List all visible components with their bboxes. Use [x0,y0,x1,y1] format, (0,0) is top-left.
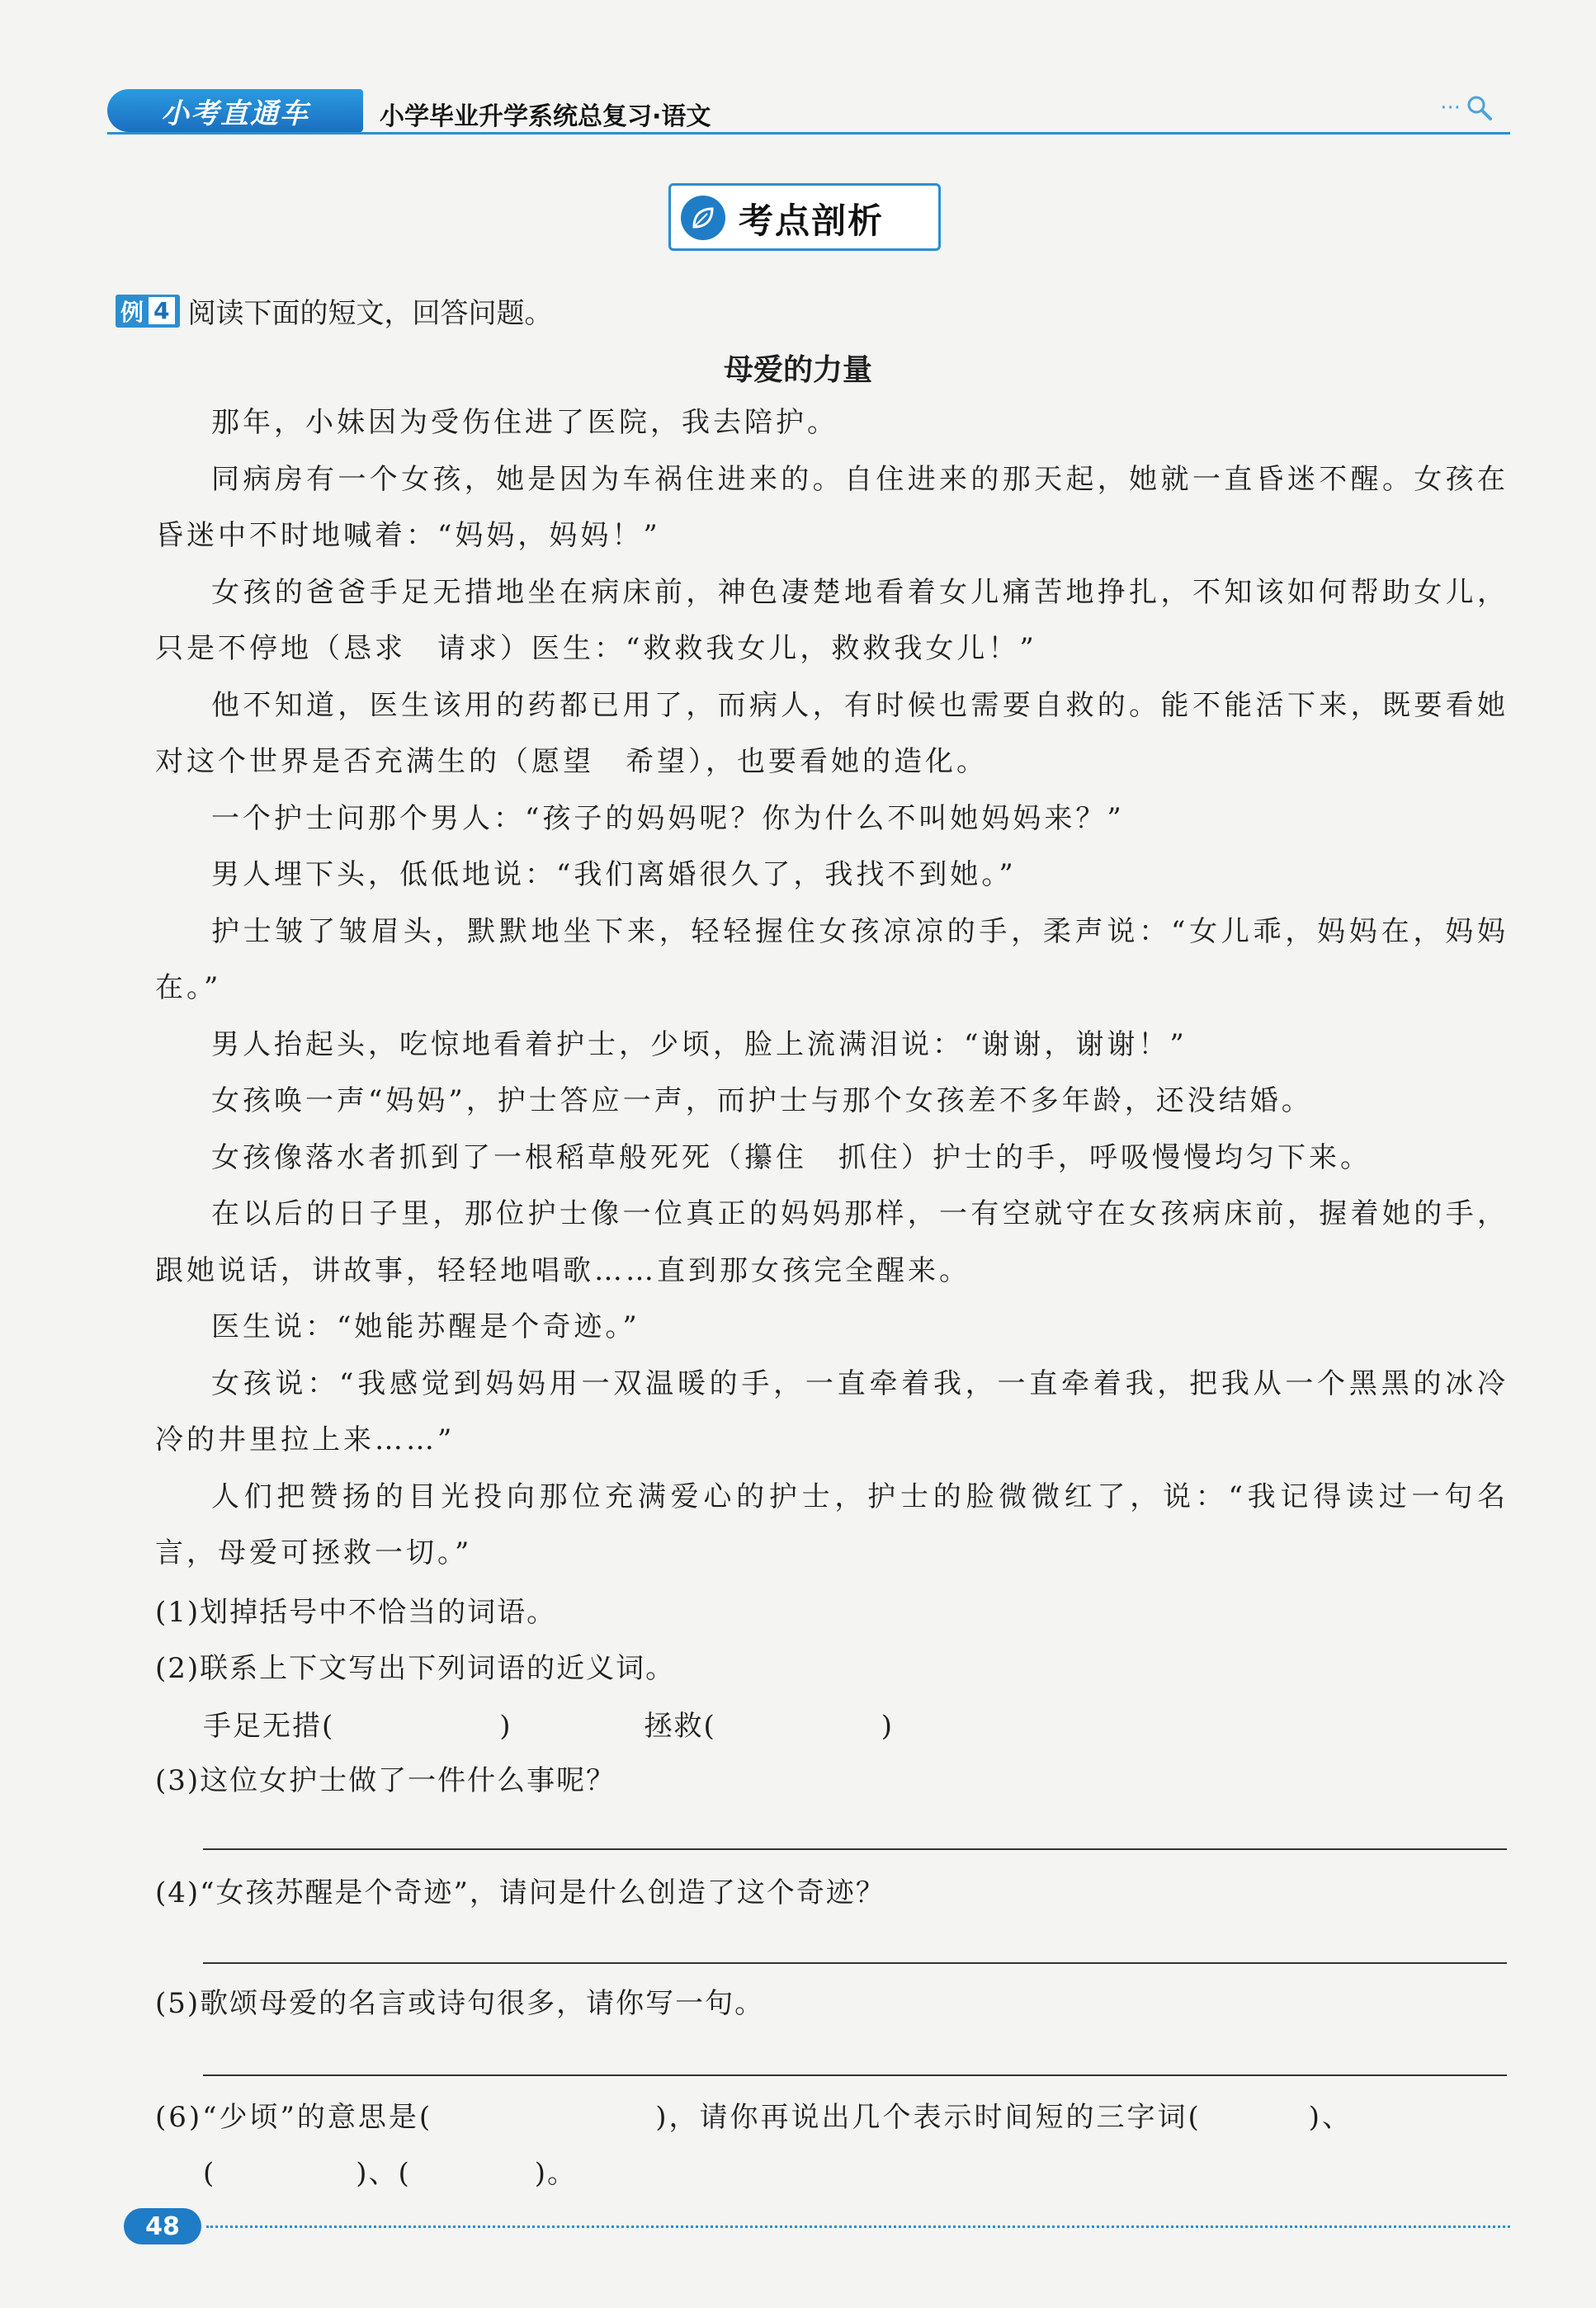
series-logo [107,89,363,132]
example-label: 例 [120,298,144,326]
page-number: 48 [124,2208,201,2244]
passage-body [155,394,1509,1582]
magnifier-icon [1466,94,1494,122]
answer-line[interactable] [203,1962,1507,1964]
q2-word-1: 手足无措( [203,1710,335,1743]
logo-text: 小考直通车 [161,97,309,130]
section-title: 考点剖析 [739,201,885,241]
q6-part-f: )。 [534,2157,578,2190]
example-tag [116,295,180,328]
dots-icon: ··· [1440,96,1461,120]
paragraph: 一个护士问那个男人：“孩子的妈妈呢？你为什么不叫她妈妈来？” [211,801,1125,835]
question-2: (2)联系上下文写出下列词语的近义词。 [155,1652,676,1685]
leaf-icon [681,196,725,240]
paragraph: 女孩唤一声“妈妈”，护士答应一声，而护士与那个女孩差不多年龄，还没结婚。 [211,1084,1313,1117]
answer-line[interactable] [203,2074,1507,2076]
page-header [107,89,1510,135]
q2-word-2: 拯救( [644,1710,716,1743]
q6-part-b: )，请你再说出几个表示时间短的三字词( [655,2101,1202,2134]
paragraph: 人们把赞扬的目光投向那位充满爱心的护士，护士的脸微微红了，说：“我记得读过一句名言，母爱可拯救一切。” [155,1480,1509,1569]
paragraph: 女孩像落水者抓到了一根稻草般死死（攥住 抓住）护士的手，呼吸慢慢均匀下来。 [211,1140,1372,1174]
paragraph: 那年，小妹因为受伤住进了医院，我去陪护。 [211,406,838,439]
paragraph: 女孩的爸爸手足无措地坐在病床前，神色凄楚地看着女儿痛苦地挣扎，不知该如何帮助女儿，只是不停地（恳求 请求）医生：“救救我女儿，救救我女儿！” [155,575,1509,665]
question-6-cont [203,2150,1556,2191]
paragraph: 女孩说：“我感觉到妈妈用一双温暖的手，一直牵着我，一直牵着我，把我从一个黑黑的冰冷冷的井里拉上来……” [155,1366,1509,1456]
section-badge [668,183,941,251]
q6-part-e: )、( [356,2157,411,2190]
paragraph: 男人抬起头，吃惊地看着护士，少顷，脸上流满泪说：“谢谢，谢谢！” [211,1027,1188,1061]
question-4: (4)“女孩苏醒是个奇迹”，请问是什么创造了这个奇迹？ [155,1876,885,1909]
q6-part-c: )、 [1308,2101,1353,2134]
close-paren: ) [499,1710,512,1743]
close-paren: ) [881,1710,895,1743]
paragraph: 医生说：“她能苏醒是个奇迹。” [211,1310,640,1343]
paragraph: 在以后的日子里，那位护士像一位真正的妈妈那样，一有空就守在女孩病床前，握着她的手，跟她说话，讲故事，轻轻地唱歌……直到那女孩完全醒来。 [155,1197,1509,1287]
question-6 [155,2094,1509,2135]
q6-part-a: (6)“少顷”的意思是( [155,2101,433,2134]
q6-part-d: ( [203,2157,216,2190]
paragraph: 护士皱了皱眉头，默默地坐下来，轻轻握住女孩凉凉的手，柔声说：“女儿乖，妈妈在，妈妈在。” [155,914,1509,1004]
question-3: (3)这位女护士做了一件什么事呢？ [155,1764,616,1797]
header-decoration [1440,94,1494,122]
example-number: 4 [149,297,174,324]
question-1: (1)划掉括号中不恰当的词语。 [155,1596,557,1629]
passage-title: 母爱的力量 [723,353,872,387]
paragraph: 他不知道，医生该用的药都已用了，而病人，有时候也需要自救的。能不能活下来，既要看她对这个世界是否充满生的（愿望 希望），也要看她的造化。 [155,688,1509,778]
footer-divider [206,2225,1510,2228]
answer-line[interactable] [203,1848,1507,1850]
example-instruction: 阅读下面的短文，回答问题。 [187,297,553,330]
question-5: (5)歌颂母爱的名言或诗句很多，请你写一句。 [155,1987,765,2020]
paragraph: 男人埋下头，低低地说：“我们离婚很久了，我找不到她。” [211,858,1017,891]
paragraph: 同病房有一个女孩，她是因为车祸住进来的。自住进来的那天起，她就一直昏迷不醒。女孩在昏迷中不时地喊着：“妈妈，妈妈！” [155,462,1509,552]
series-title: 小学毕业升学系统总复习·语文 [380,102,711,131]
question-2-words [203,1703,1556,1744]
example-heading [116,290,553,331]
